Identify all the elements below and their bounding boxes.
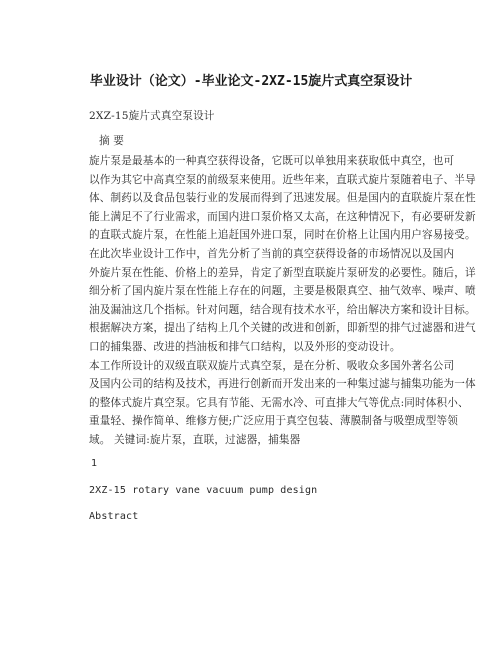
paragraph-line: 根据解决方案，提出了结构上几个关键的改进和创新，即新型的排气过滤器和进气	[89, 322, 476, 335]
english-title: 2XZ-15 rotary vane vacuum pump design	[89, 484, 318, 496]
abstract-paragraph-3	[89, 357, 476, 450]
paragraph-line: 口的捕集器、改进的挡油板和排气口结构，以及外形的变动设计。	[89, 340, 401, 353]
paragraph-line: 本工作所设计的双级直联双旋片式真空泵，是在分析、吸收众多国外著名公司	[89, 359, 455, 372]
document-body	[89, 102, 476, 530]
paragraph-line: 及国内公司的结构及技术，再进行创新而开发出来的一种集过滤与捕集功能为一体	[89, 378, 476, 391]
paragraph-line: 细分析了国内旋片泵在性能上存在的问题，主要是极限真空、抽气效率、噪声、喷	[89, 285, 476, 298]
paragraph-line: 能上满足不了行业需求，而国内进口泵价格又太高，在这种情况下，有必要研发新	[89, 210, 476, 223]
document-subtitle: 2XZ-15旋片式真空泵设计	[89, 110, 215, 122]
paragraph-line: 的直联式旋片泵，在性能上追赶国外进口泵，同时在价格上让国内用户容易接受。	[89, 229, 476, 242]
paragraph-line: 在此次毕业设计工作中，首先分析了当前的真空获得设备的市场情况以及国内	[89, 247, 455, 260]
paragraph-line: 体、制药以及食品包装行业的发展而得到了迅速发展。但是国内的直联旋片泵在性	[89, 192, 476, 205]
paragraph-line: 以作为其它中高真空泵的前级泵来使用。近些年来，直联式旋片泵随着电子、半导	[89, 173, 476, 186]
abstract-paragraph-2	[89, 245, 476, 357]
paragraph-line: 旋片泵是最基本的一种真空获得设备，它既可以单独用来获取低中真空，也可	[89, 155, 455, 167]
paragraph-line: 的整体式旋片真空泵。它具有节能、无需水冷、可直排大气等优点:同时体积小、	[89, 396, 469, 409]
abstract-heading: 摘 要	[99, 135, 125, 147]
paragraph-line: 域。 关键词:旋片泵，直联，过滤器，捕集器	[89, 433, 301, 446]
abstract-paragraph-1	[89, 152, 476, 245]
page-number: 1	[91, 457, 98, 469]
paragraph-line: 油及漏油这几个指标。针对问题，结合现有技术水平，给出解决方案和设计目标。	[89, 303, 476, 316]
document-title: 毕业设计（论文）-毕业论文-2XZ-15旋片式真空泵设计	[89, 74, 413, 89]
english-abstract-heading: Abstract	[89, 510, 139, 522]
paragraph-line: 外旋片泵在性能、价格上的差异，肯定了新型直联旋片泵研发的必要性。随后，详	[89, 266, 476, 279]
paragraph-line: 重量轻、操作简单、维修方便;广泛应用于真空包装、薄膜制备与吸塑成型等领	[89, 415, 459, 428]
